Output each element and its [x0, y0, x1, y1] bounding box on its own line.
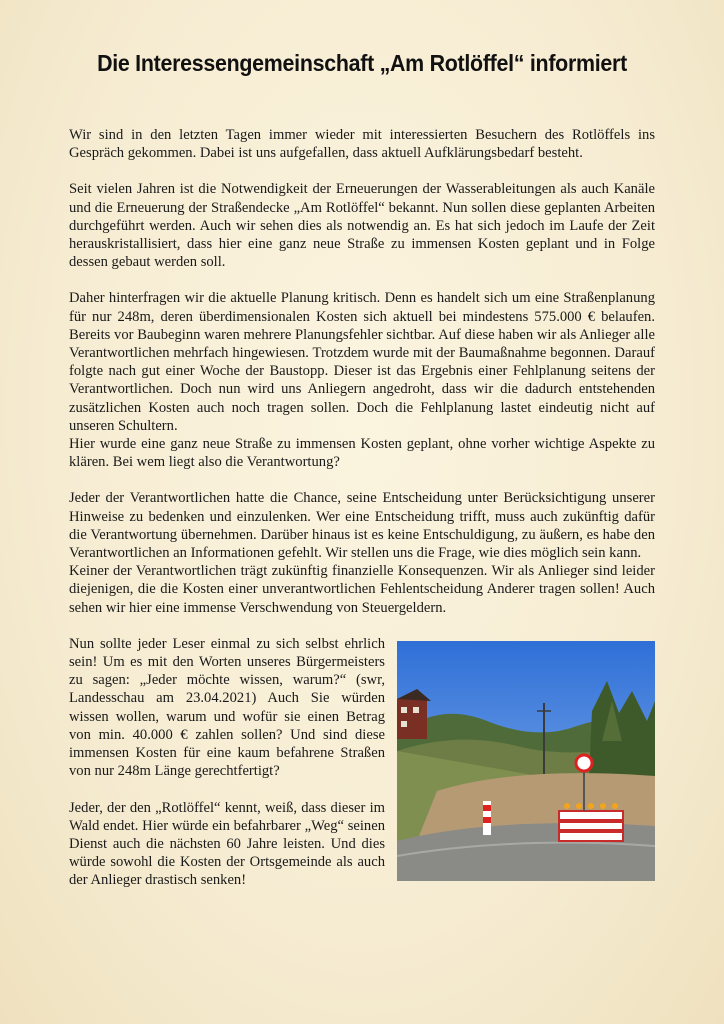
- paragraph-consequences: Keiner der Verantwortlichen trägt zukünftig finanzielle Konsequenzen. Wir als Anlieger sind leider diejenigen, die die Kosten einer unverantwortlichen Fehlentscheidung Anderer tragen sollen! Auch sehen wir hier eine immense Verschwendung von Steuergeldern.: [69, 563, 655, 616]
- paragraph-intro: Wir sind in den letzten Tagen immer wieder mit interessierten Besuchern des Rotlöffels ins Gespräch gekommen. Dabei ist uns aufgefallen, dass aktuell Aufklärungsbedarf besteht.: [69, 127, 655, 162]
- paragraph-chance: Jeder der Verantwortlichen hatte die Chance, seine Entscheidung unter Berücksichtigung unserer Hinweise zu bedenken und einzulenken. Wer eine Entscheidung trifft, muss auch zukünftig dafür die Verantwortung übernehmen. Darüber hinaus ist es keine Entschuldigung, zu äußern, es habe den Verantwortlichen an Informationen gefehlt. Wir stellen uns die Frage, wie dies möglich sein kann.: [69, 490, 655, 562]
- page-title: Die Interessengemeinschaft „Am Rotlöffel“ informiert: [97, 50, 627, 76]
- paragraph-planning-critique: Daher hinterfragen wir die aktuelle Planung kritisch. Denn es handelt sich um eine Straßenplanung für nur 248m, deren überdimensionalen Kosten sich aktuell bei mindestens 575.000 € belaufen. Bereits vor Baubeginn waren mehrere Planungsfehler sichtbar. Auf diese haben wir als Anlieger alle Verantwortlichen mehrfach hingewiesen. Trotzdem wurde mit der Baumaßnahme begonnen. Darauf folgte nach gut einer Woche der Baustopp. Dieser ist das Ergebnis einer Fehlplanung seitens der Verantwortlichen. Doch nun wird uns Anliegern angedroht, dass wir die dadurch entstehenden zusätzlichen Kosten auch noch tragen sollen. Doch die Fehlplanung lastet eindeutig nicht auf unseren Schultern.: [69, 290, 655, 434]
- paragraph-mayor-quote: Nun sollte jeder Leser einmal zu sich selbst ehrlich sein! Um es mit den Worten unseres Bürgermeisters zu sagen: „Jeder möchte wissen, warum?“ (swr, Landesschau am 23.04.2021) Auch Sie würden wissen wollen, warum und wofür sie einen Betrag von min. 40.000 € zahlen sollen? Und sind diese immensen Kosten für eine kaum befahrene Straßen von nur 248m Länge gerechtfertigt?: [69, 635, 385, 780]
- body-text: [69, 126, 655, 890]
- paragraph-responsibility-question: Hier wurde eine ganz neue Straße zu immensen Kosten geplant, ohne vorher wichtige Aspekte zu klären. Bei wem liegt also die Verantwortung?: [69, 436, 655, 471]
- paragraph-background: Seit vielen Jahren ist die Notwendigkeit der Erneuerungen der Wasserableitungen als auch Kanäle und die Erneuerung der Straßendecke „Am Rotlöffel“ bekannt. Nun sollen diese geplanten Arbeiten durchgeführt werden. Auch wir sehen dies als notwendig an. Es hat sich jedoch im Laufe der Zeit herauskristallisiert, dass hier eine ganz neue Straße zu immensen Kosten geplant und in Folge dessen gebaut werden soll.: [69, 181, 655, 271]
- construction-site-photo: [397, 641, 655, 881]
- paragraph-forest-road: Jeder, der den „Rotlöffel“ kennt, weiß, dass dieser im Wald endet. Hier würde ein befahrbarer „Weg“ seinen Dienst auch die nächsten 60 Jahre leisten. Und dies würde sowohl die Kosten der Ortsgemeinde als auch der Anlieger drastisch senken!: [69, 799, 385, 889]
